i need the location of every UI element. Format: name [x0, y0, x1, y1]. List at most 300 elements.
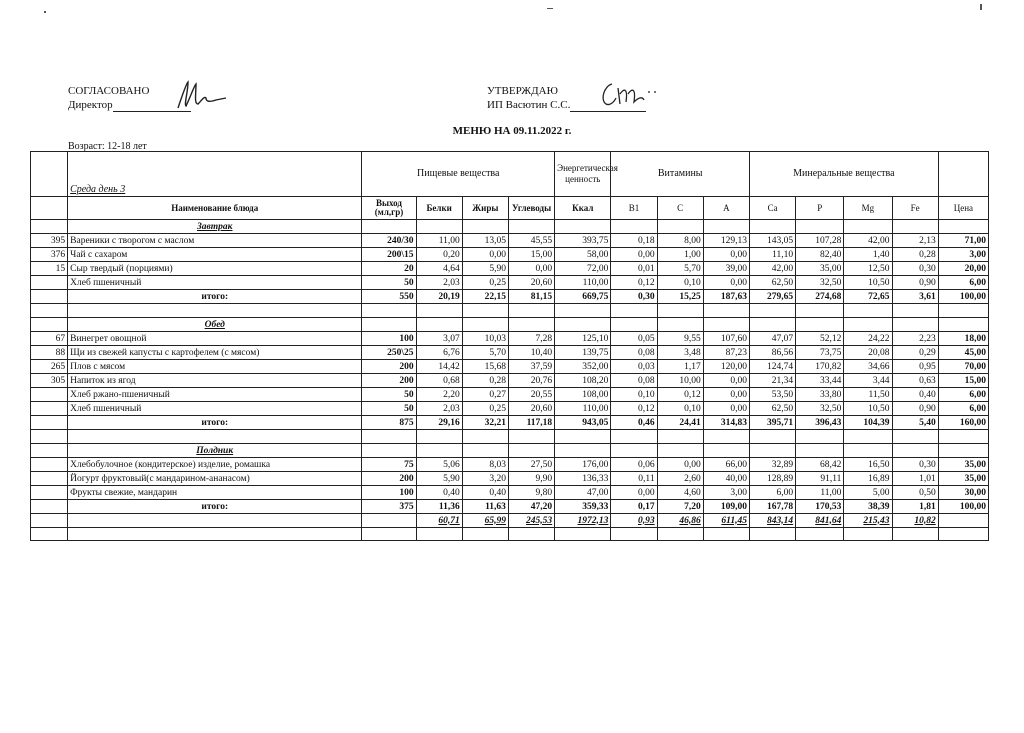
empty-cell: [749, 220, 795, 234]
header-yield: Выход (мл,гр): [362, 197, 416, 220]
empty-cell: [703, 318, 749, 332]
empty-cell: [462, 220, 508, 234]
empty-cell: [703, 304, 749, 318]
table-row: [31, 458, 989, 472]
total-yield: 875: [362, 416, 416, 430]
grand-total-u: 245,53: [508, 514, 554, 528]
total-a: 187,63: [703, 290, 749, 304]
signature-scribble-icon: [170, 78, 230, 112]
cell-b1: 0,05: [611, 332, 657, 346]
cell-b1: 0,10: [611, 388, 657, 402]
empty-cell: [938, 528, 988, 541]
cell-a: 0,00: [703, 276, 749, 290]
empty-cell: [362, 444, 416, 458]
dish-name: Щи из свежей капусты с картофелем (с мясом): [68, 346, 362, 360]
empty-cell: [892, 528, 938, 541]
cell-ca: 124,74: [749, 360, 795, 374]
cell-p: 52,12: [796, 332, 844, 346]
empty-cell: [657, 304, 703, 318]
empty-cell: [31, 514, 68, 528]
empty-cell: [508, 528, 554, 541]
cell-proteins: 14,42: [416, 360, 462, 374]
cell-p: 33,80: [796, 388, 844, 402]
empty-cell: [362, 318, 416, 332]
cell-fats: 5,70: [462, 346, 508, 360]
cell-ca: 53,50: [749, 388, 795, 402]
cell-carbs: 45,55: [508, 234, 554, 248]
empty-cell: [611, 318, 657, 332]
cell-fats: 0,27: [462, 388, 508, 402]
empty-cell: [844, 430, 892, 444]
recipe-number: 395: [31, 234, 68, 248]
total-kcal: 359,33: [555, 500, 611, 514]
cell-fats: 15,68: [462, 360, 508, 374]
grand-total-f: 65,99: [462, 514, 508, 528]
empty-cell: [362, 304, 416, 318]
age-label: Возраст: 12-18 лет: [68, 141, 147, 152]
empty-cell: [657, 220, 703, 234]
cell-p: 73,75: [796, 346, 844, 360]
cell-yield: 200: [362, 472, 416, 486]
header-cell: [31, 197, 68, 220]
empty-cell: [938, 514, 988, 528]
total-carbs: 47,20: [508, 500, 554, 514]
cell-p: 32,50: [796, 276, 844, 290]
cell-kcal: 47,00: [555, 486, 611, 500]
dish-name: Винегрет овощной: [68, 332, 362, 346]
cell-ca: 86,56: [749, 346, 795, 360]
cell-a: 0,00: [703, 402, 749, 416]
empty-cell: [796, 220, 844, 234]
total-row: [31, 416, 989, 430]
cell-c: 4,60: [657, 486, 703, 500]
empty-cell: [938, 430, 988, 444]
cell-price: 6,00: [938, 276, 988, 290]
total-carbs: 117,18: [508, 416, 554, 430]
cell-ca: 32,89: [749, 458, 795, 472]
cell-carbs: 9,80: [508, 486, 554, 500]
total-price: 160,00: [938, 416, 988, 430]
grand-total-c: 46,86: [657, 514, 703, 528]
cell-ca: 62,50: [749, 402, 795, 416]
header-energy: Энергетическая ценность: [555, 152, 611, 197]
cell-c: 2,60: [657, 472, 703, 486]
cell-kcal: 176,00: [555, 458, 611, 472]
header-carbs: Углеводы: [508, 197, 554, 220]
cell-c: 1,17: [657, 360, 703, 374]
empty-cell: [31, 528, 68, 541]
cell-b1: 0,01: [611, 262, 657, 276]
cell-price: 35,00: [938, 472, 988, 486]
cell-mg: 24,22: [844, 332, 892, 346]
empty-cell: [68, 304, 362, 318]
cell-proteins: 6,76: [416, 346, 462, 360]
approver-signature: [598, 78, 662, 117]
cell-fe: 2,13: [892, 234, 938, 248]
cell-mg: 3,44: [844, 374, 892, 388]
cell-kcal: 108,00: [555, 388, 611, 402]
table-row: [31, 472, 989, 486]
cell-carbs: 20,55: [508, 388, 554, 402]
cell-yield: 50: [362, 276, 416, 290]
dish-name: Вареники с творогом с маслом: [68, 234, 362, 248]
cell-price: 20,00: [938, 262, 988, 276]
cell-yield: 200\15: [362, 248, 416, 262]
total-mg: 104,39: [844, 416, 892, 430]
empty-cell: [31, 500, 68, 514]
section-row: [31, 318, 989, 332]
cell-yield: 100: [362, 486, 416, 500]
cell-mg: 34,66: [844, 360, 892, 374]
cell-fe: 0,63: [892, 374, 938, 388]
recipe-number: 376: [31, 248, 68, 262]
cell-carbs: 20,60: [508, 402, 554, 416]
total-fe: 5,40: [892, 416, 938, 430]
header-nutrients: Пищевые вещества: [362, 152, 555, 197]
total-b1: 0,30: [611, 290, 657, 304]
cell-ca: 62,50: [749, 276, 795, 290]
total-ca: 279,65: [749, 290, 795, 304]
empty-cell: [611, 528, 657, 541]
recipe-number: 265: [31, 360, 68, 374]
empty-cell: [796, 430, 844, 444]
table-row: [31, 276, 989, 290]
cell-fe: 1,01: [892, 472, 938, 486]
empty-cell: [749, 304, 795, 318]
cell-p: 32,50: [796, 402, 844, 416]
cell-b1: 0,12: [611, 402, 657, 416]
cell-c: 0,00: [657, 458, 703, 472]
empty-cell: [611, 220, 657, 234]
empty-cell: [749, 444, 795, 458]
total-proteins: 11,36: [416, 500, 462, 514]
cell-fe: 0,29: [892, 346, 938, 360]
cell-yield: 20: [362, 262, 416, 276]
grand-total-b1: 0,93: [611, 514, 657, 528]
cell-fe: 0,30: [892, 458, 938, 472]
header-row-2: [31, 197, 989, 220]
cell-mg: 42,00: [844, 234, 892, 248]
empty-cell: [796, 318, 844, 332]
total-mg: 72,65: [844, 290, 892, 304]
cell-kcal: 125,10: [555, 332, 611, 346]
empty-cell: [555, 430, 611, 444]
cell-carbs: 20,76: [508, 374, 554, 388]
cell-proteins: 3,07: [416, 332, 462, 346]
total-fats: 11,63: [462, 500, 508, 514]
cell-b1: 0,00: [611, 486, 657, 500]
spacer-row: [31, 304, 989, 318]
cell-fe: 0,50: [892, 486, 938, 500]
cell-kcal: 136,33: [555, 472, 611, 486]
cell-kcal: 139,75: [555, 346, 611, 360]
empty-cell: [611, 444, 657, 458]
total-row: [31, 500, 989, 514]
empty-cell: [462, 430, 508, 444]
total-proteins: 29,16: [416, 416, 462, 430]
cell-kcal: 58,00: [555, 248, 611, 262]
empty-cell: [796, 304, 844, 318]
total-p: 274,68: [796, 290, 844, 304]
total-a: 314,83: [703, 416, 749, 430]
cell-carbs: 10,40: [508, 346, 554, 360]
scan-speck: [44, 11, 46, 13]
total-b1: 0,46: [611, 416, 657, 430]
cell-proteins: 0,68: [416, 374, 462, 388]
total-label: итого:: [68, 500, 362, 514]
empty-cell: [508, 430, 554, 444]
empty-cell: [362, 220, 416, 234]
empty-cell: [892, 430, 938, 444]
cell-b1: 0,08: [611, 374, 657, 388]
approval-left-title: СОГЛАСОВАНО: [68, 85, 150, 97]
dish-name: Хлеб ржано-пшеничный: [68, 388, 362, 402]
cell-a: 39,00: [703, 262, 749, 276]
header-kcal: Ккал: [555, 197, 611, 220]
dish-name: Йогурт фруктовый(с мандарином-ананасом): [68, 472, 362, 486]
cell-price: 6,00: [938, 402, 988, 416]
approval-left-role: Директор: [68, 99, 113, 111]
table-row: [31, 374, 989, 388]
empty-cell: [555, 304, 611, 318]
total-yield: 550: [362, 290, 416, 304]
empty-cell: [68, 514, 362, 528]
cell-c: 10,00: [657, 374, 703, 388]
cell-ca: 21,34: [749, 374, 795, 388]
empty-cell: [508, 444, 554, 458]
cell-fats: 0,25: [462, 276, 508, 290]
cell-mg: 10,50: [844, 276, 892, 290]
empty-cell: [892, 444, 938, 458]
total-carbs: 81,15: [508, 290, 554, 304]
cell-fats: 0,28: [462, 374, 508, 388]
cell-mg: 1,40: [844, 248, 892, 262]
empty-cell: [416, 318, 462, 332]
dish-name: Хлеб пшеничный: [68, 402, 362, 416]
cell-fe: 0,30: [892, 262, 938, 276]
total-kcal: 943,05: [555, 416, 611, 430]
section-title: Полдник: [68, 444, 362, 458]
empty-cell: [749, 318, 795, 332]
cell-c: 8,00: [657, 234, 703, 248]
scan-speck: [980, 4, 982, 10]
recipe-number: 67: [31, 332, 68, 346]
cell-proteins: 2,20: [416, 388, 462, 402]
grand-total-mg: 215,43: [844, 514, 892, 528]
empty-cell: [362, 430, 416, 444]
header-fe: Fe: [892, 197, 938, 220]
cell-fe: 0,90: [892, 276, 938, 290]
empty-cell: [508, 220, 554, 234]
total-ca: 167,78: [749, 500, 795, 514]
table-row: [31, 402, 989, 416]
header-row-1: [31, 152, 989, 197]
empty-cell: [68, 528, 362, 541]
empty-cell: [796, 528, 844, 541]
empty-cell: [31, 444, 68, 458]
cell-proteins: 11,00: [416, 234, 462, 248]
cell-fe: 0,28: [892, 248, 938, 262]
total-p: 170,53: [796, 500, 844, 514]
recipe-number: 305: [31, 374, 68, 388]
cell-ca: 128,89: [749, 472, 795, 486]
dish-name: Чай с сахаром: [68, 248, 362, 262]
grand-total-ca: 843,14: [749, 514, 795, 528]
cell-fats: 5,90: [462, 262, 508, 276]
grand-total-p: 841,64: [796, 514, 844, 528]
empty-cell: [362, 528, 416, 541]
empty-cell: [657, 528, 703, 541]
cell-p: 35,00: [796, 262, 844, 276]
cell-mg: 16,50: [844, 458, 892, 472]
cell-a: 129,13: [703, 234, 749, 248]
cell-carbs: 15,00: [508, 248, 554, 262]
empty-cell: [31, 304, 68, 318]
cell-ca: 42,00: [749, 262, 795, 276]
header-name: Наименование блюда: [68, 197, 362, 220]
cell-c: 5,70: [657, 262, 703, 276]
spacer-row: [31, 430, 989, 444]
table-row: [31, 486, 989, 500]
empty-cell: [796, 444, 844, 458]
cell-price: 35,00: [938, 458, 988, 472]
cell-carbs: 0,00: [508, 262, 554, 276]
cell-mg: 16,89: [844, 472, 892, 486]
total-yield: 375: [362, 500, 416, 514]
cell-p: 91,11: [796, 472, 844, 486]
total-ca: 395,71: [749, 416, 795, 430]
dish-name: Напиток из ягод: [68, 374, 362, 388]
empty-cell: [749, 528, 795, 541]
cell-b1: 0,08: [611, 346, 657, 360]
section-title: Обед: [68, 318, 362, 332]
cell-b1: 0,11: [611, 472, 657, 486]
recipe-number: [31, 486, 68, 500]
recipe-number: 15: [31, 262, 68, 276]
total-row: [31, 290, 989, 304]
approval-right-title: УТВЕРЖДАЮ: [487, 85, 558, 97]
total-fe: 3,61: [892, 290, 938, 304]
total-b1: 0,17: [611, 500, 657, 514]
empty-cell: [31, 318, 68, 332]
table-row: [31, 248, 989, 262]
cell-ca: 47,07: [749, 332, 795, 346]
cell-proteins: 0,20: [416, 248, 462, 262]
cell-fe: 2,23: [892, 332, 938, 346]
empty-cell: [892, 318, 938, 332]
cell-a: 0,00: [703, 388, 749, 402]
total-fats: 22,15: [462, 290, 508, 304]
cell-price: 3,00: [938, 248, 988, 262]
cell-proteins: 5,06: [416, 458, 462, 472]
empty-cell: [31, 220, 68, 234]
header-ca: Ca: [749, 197, 795, 220]
cell-carbs: 27,50: [508, 458, 554, 472]
empty-cell: [657, 444, 703, 458]
cell-yield: 75: [362, 458, 416, 472]
cell-fe: 0,90: [892, 402, 938, 416]
header-cell: [31, 152, 68, 197]
empty-cell: [555, 220, 611, 234]
page-title: МЕНЮ НА 09.11.2022 г.: [452, 125, 572, 137]
empty-cell: [703, 220, 749, 234]
cell-proteins: 5,90: [416, 472, 462, 486]
cell-c: 1,00: [657, 248, 703, 262]
empty-cell: [844, 304, 892, 318]
cell-ca: 11,10: [749, 248, 795, 262]
cell-kcal: 352,00: [555, 360, 611, 374]
total-price: 100,00: [938, 290, 988, 304]
cell-p: 68,42: [796, 458, 844, 472]
cell-proteins: 4,64: [416, 262, 462, 276]
section-row: [31, 444, 989, 458]
empty-cell: [31, 430, 68, 444]
cell-fats: 0,25: [462, 402, 508, 416]
cell-price: 45,00: [938, 346, 988, 360]
header-p: P: [796, 197, 844, 220]
approval-right-role: ИП Васютин С.С.: [487, 99, 571, 111]
cell-proteins: 2,03: [416, 276, 462, 290]
cell-c: 0,10: [657, 276, 703, 290]
empty-cell: [703, 528, 749, 541]
table-row: [31, 234, 989, 248]
cell-kcal: 72,00: [555, 262, 611, 276]
header-price: Цена: [938, 197, 988, 220]
total-proteins: 20,19: [416, 290, 462, 304]
empty-cell: [611, 430, 657, 444]
cell-mg: 20,08: [844, 346, 892, 360]
empty-cell: [657, 430, 703, 444]
cell-a: 40,00: [703, 472, 749, 486]
cell-fats: 10,03: [462, 332, 508, 346]
cell-price: 70,00: [938, 360, 988, 374]
empty-cell: [31, 416, 68, 430]
empty-cell: [416, 430, 462, 444]
header-a: A: [703, 197, 749, 220]
empty-cell: [844, 528, 892, 541]
cell-a: 3,00: [703, 486, 749, 500]
recipe-number: [31, 458, 68, 472]
total-mg: 38,39: [844, 500, 892, 514]
cell-fats: 0,40: [462, 486, 508, 500]
cell-fats: 0,00: [462, 248, 508, 262]
total-label: итого:: [68, 290, 362, 304]
recipe-number: [31, 402, 68, 416]
empty-cell: [611, 304, 657, 318]
trailing-row: [31, 528, 989, 541]
grand-total-a: 611,45: [703, 514, 749, 528]
cell-proteins: 2,03: [416, 402, 462, 416]
empty-cell: [362, 514, 416, 528]
empty-cell: [508, 304, 554, 318]
cell-b1: 0,00: [611, 248, 657, 262]
cell-kcal: 393,75: [555, 234, 611, 248]
cell-c: 0,12: [657, 388, 703, 402]
grand-total-b: 60,71: [416, 514, 462, 528]
section-title: Завтрак: [68, 220, 362, 234]
empty-cell: [844, 220, 892, 234]
cell-kcal: 110,00: [555, 276, 611, 290]
cell-yield: 250\25: [362, 346, 416, 360]
empty-cell: [416, 528, 462, 541]
empty-cell: [416, 304, 462, 318]
cell-p: 11,00: [796, 486, 844, 500]
total-kcal: 669,75: [555, 290, 611, 304]
cell-p: 107,28: [796, 234, 844, 248]
empty-cell: [68, 430, 362, 444]
table-row: [31, 360, 989, 374]
cell-fats: 3,20: [462, 472, 508, 486]
